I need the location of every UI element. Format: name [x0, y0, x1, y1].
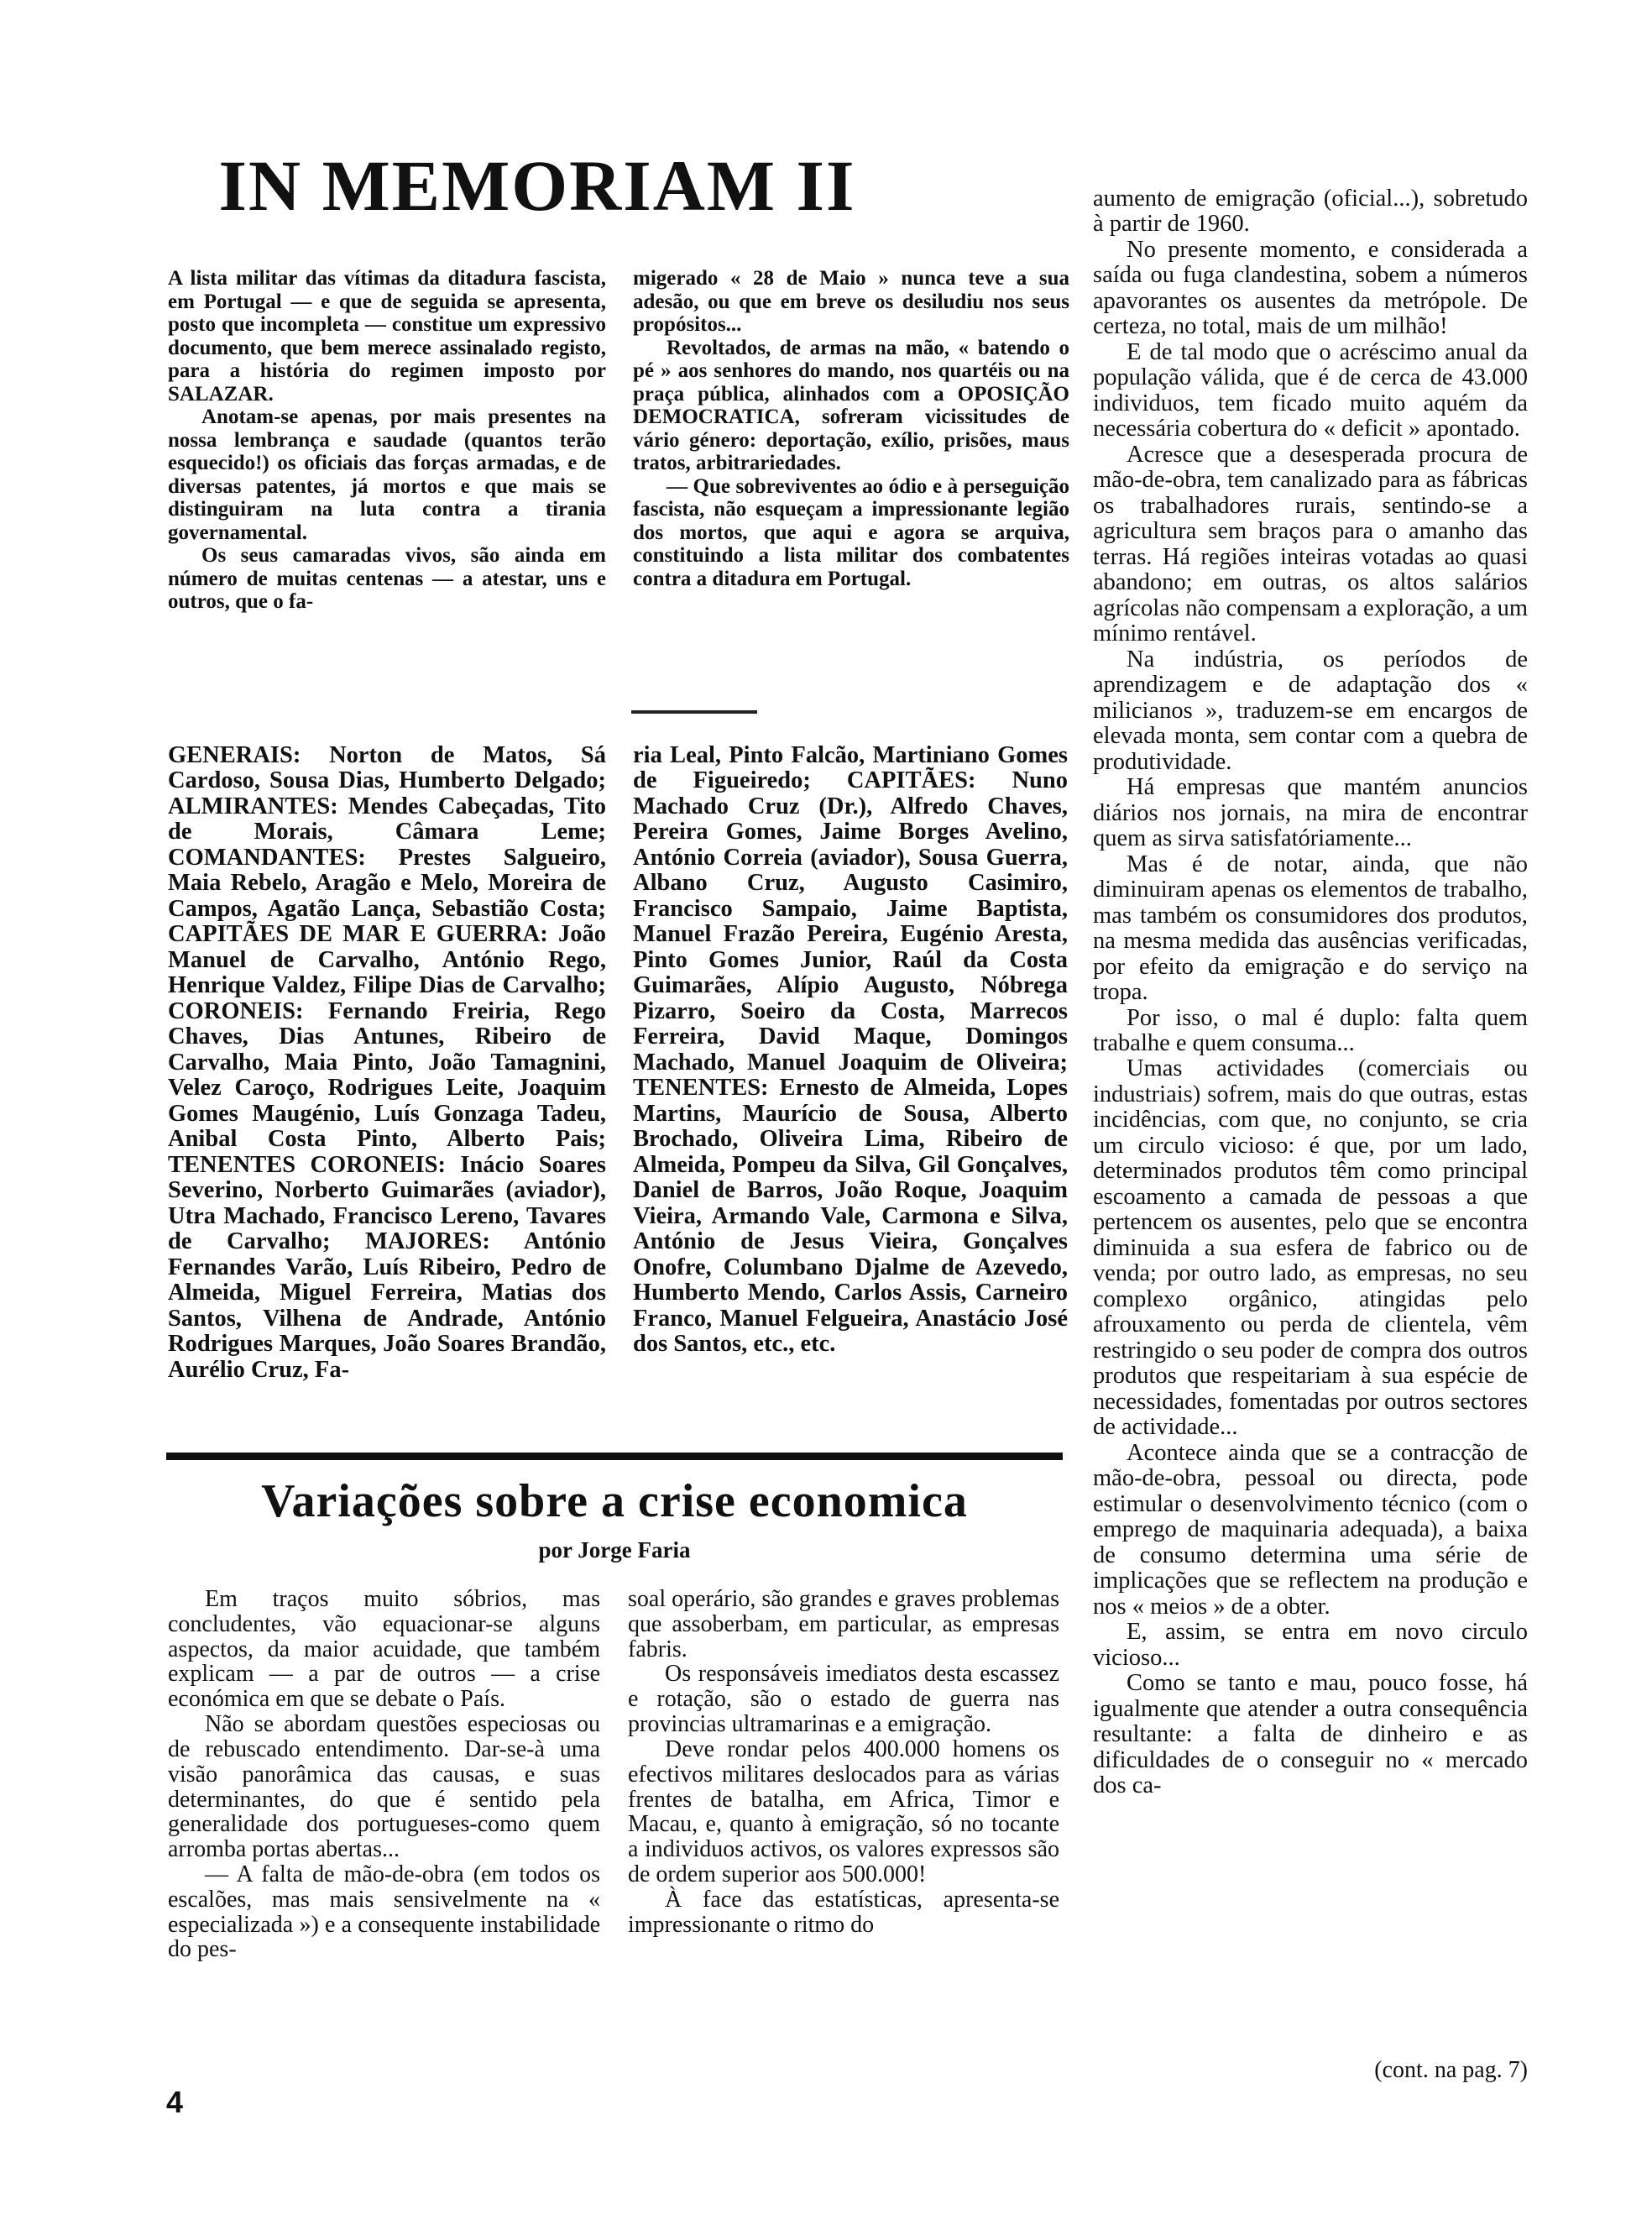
- article2-column-1: [168, 1587, 600, 1962]
- body-paragraph: soal operário, são grandes e graves problemas que assoberbam, em particular, as empresas fabris.: [628, 1586, 1059, 1662]
- continued-note: (cont. na pag. 7): [1374, 2057, 1528, 2083]
- intro-paragraph: Revoltados, de armas na mão, « batendo o pé » aos senhores do mando, nos quartéis ou na praça pública, alinhados com a OPOSIÇÃO DEMOCRATICA, sofreram vicissitudes de vário género: deportação, exílio, prisões, maus tratos, arbitrariedades.: [633, 336, 1069, 474]
- body-paragraph: Como se tanto e mau, pouco fosse, há igualmente que atender a outra consequência resultante: a falta de dinheiro e as dificuldades de o conseguir no « mercado dos ca-: [1093, 1670, 1528, 1799]
- article2-column-3: [1093, 186, 1528, 1799]
- article-byline: por Jorge Faria: [538, 1537, 691, 1563]
- body-paragraph: Em traços muito sóbrios, mas concludentes, vão equacionar-se alguns aspectos, da maior acuidade, que também explicam — a par de outros — a crise económica em que se debate o País.: [168, 1586, 600, 1713]
- body-paragraph: Acontece ainda que se a contracção de mão-de-obra, pessoal ou directa, pode estimular o desenvolvimento técnico (com o emprego de maquinaria adequada), a baixa de consumo determina uma série de implicações que se reflectem na produção e nos « meios » de a obter.: [1093, 1439, 1528, 1620]
- body-paragraph: Os responsáveis imediatos desta escassez e rotação, são o estado de guerra nas provincias ultramarinas e a emigração.: [628, 1661, 1059, 1738]
- article-title-in-memoriam: IN MEMORIAM II: [218, 145, 856, 226]
- divider-rule: [631, 710, 757, 714]
- military-list-text: GENERAIS: Norton de Matos, Sá Cardoso, Sousa Dias, Humberto Delgado; ALMIRANTES: Mendes Cabeçadas, Tito de Morais, Câmara Leme; COMANDANTES: Prestes Salgueiro, Maia Rebelo, Aragão e Melo, Moreira de Campos, Agatão Lança, Sebastião Costa; CAPITÃES DE MAR E GUERRA: João Manuel de Carvalho, António Rego, Henrique Valdez, Filipe Dias de Carvalho; CORONEIS: Fernando Freiria, Rego Chaves, Dias Antunes, Ribeiro de Carvalho, Maia Pinto, João Tamagnini, Velez Caroço, Rodrigues Leite, Joaquim Gomes Maugénio, Luís Gonzaga Tadeu, Anibal Costa Pinto, Alberto Pais; TENENTES CORONEIS: Inácio Soares Severino, Norberto Guimarães (aviador), Utra Machado, Francisco Lereno, Tavares de Carvalho; MAJORES: António Fernandes Varão, Luís Ribeiro, Pedro de Almeida, Miguel Ferreira, Matias dos Santos, Vilhena de Andrade, António Rodrigues Marques, João Soares Brandão, Aurélio Cruz, Fa-: [168, 742, 606, 1383]
- body-paragraph: Umas actividades (comerciais ou industriais) sofrem, mais do que outras, estas incidências, com que, no conjunto, se cria um circulo vicioso: é que, por um lado, determinados produtos têm como principal escoamento a camada de pessoas a que pertencem os ausentes, pelo que se encontra diminuida a sua esfera de fabrico ou de venda; por outro lado, as empresas, no seu complexo orgânico, atingidas pelo afrouxamento ou perda de clientela, vêm restringido o seu poder de compra dos outros produtos que respeitariam à sua espécie de necessidades, fomentadas por outros sectores de actividade...: [1093, 1055, 1528, 1441]
- intro-column-2: [633, 267, 1069, 590]
- body-paragraph: Na indústria, os períodos de aprendizagem e de adaptação dos « milicianos », traduzem-se em encargos de elevada monta, sem contar com a quebra de produtividade.: [1093, 646, 1528, 775]
- intro-paragraph: migerado « 28 de Maio » nunca teve a sua adesão, ou que em breve os desiludiu nos seus propósitos...: [633, 267, 1069, 336]
- body-paragraph: E de tal modo que o acréscimo anual da população válida, que é de cerca de 43.000 individuos, tem ficado muito aquém da necessária cobertura do « deficit » apontado.: [1093, 338, 1528, 442]
- intro-column-1: [168, 267, 606, 614]
- body-paragraph: aumento de emigração (oficial...), sobretudo à partir de 1960.: [1093, 186, 1528, 238]
- page-number: 4: [166, 2085, 184, 2119]
- body-paragraph: À face das estatísticas, apresenta-se impressionante o ritmo do: [628, 1886, 1059, 1938]
- body-paragraph: Deve rondar pelos 400.000 homens os efectivos militares deslocados para as várias frentes de batalha, em Africa, Timor e Macau, e, quanto à emigração, só no tocante a individuos activos, os valores expressos são de ordem superior aos 500.000!: [628, 1735, 1059, 1887]
- body-paragraph: E, assim, se entra em novo circulo vicioso...: [1093, 1619, 1528, 1671]
- body-paragraph: Por isso, o mal é duplo: falta quem trabalhe e quem consuma...: [1093, 1004, 1528, 1056]
- body-paragraph: — A falta de mão-de-obra (em todos os escalões, mas mais sensivelmente na « especializada ») e a consequente instabilidade do pes-: [168, 1861, 600, 1963]
- article-title-crise-economica: Variações sobre a crise economicа: [261, 1475, 968, 1527]
- intro-paragraph: Os seus camaradas vivos, são ainda em número de muitas centenas — a atestar, uns e outros, que o fa-: [168, 544, 606, 613]
- intro-paragraph: Anotam-se apenas, por mais presentes na nossa lembrança e saudade (quantos terão esquecido!) os oficiais das forças armadas, e de diversas patentes, já mortos e que mais se distinguiram na luta contra a tirania governamental.: [168, 406, 606, 544]
- body-paragraph: No presente momento, e considerada a saída ou fuga clandestina, sobem a números apavorantes os ausentes da metrópole. De certeza, no total, mais de um milhão!: [1093, 236, 1528, 340]
- intro-paragraph: — Que sobreviventes ao ódio e à perseguição fascista, não esqueçam a impressionante legião dos mortos, que aqui e agora se arquiva, constituindo a lista militar dos combatentes contra a ditadura em Portugal.: [633, 474, 1069, 590]
- section-divider-rule: [166, 1453, 1063, 1460]
- article2-column-2: [628, 1587, 1059, 1937]
- military-list-text: ria Leal, Pinto Falcão, Martiniano Gomes de Figueiredo; CAPITÃES: Nuno Machado Cruz (Dr.), Alfredo Chaves, Pereira Gomes, Jaime Borges Avelino, António Correia (aviador), Sousa Guerra, Albano Cruz, Augusto Casimiro, Francisco Sampaio, Jaime Baptista, Manuel Frazão Pereira, Eugénio Aresta, Pinto Gomes Junior, Raúl da Costa Guimarães, Alípio Augusto, Nóbrega Pizarro, Soeiro da Costa, Marrecos Ferreira, David Maque, Domingos Machado, Manuel Joaquim de Oliveira; TENENTES: Ernesto de Almeida, Lopes Martins, Maurício de Sousa, Alberto Brochado, Oliveira Lima, Ribeiro de Almeida, Pompeu da Silva, Gil Gonçalves, Daniel de Barros, João Roque, Joaquim Vieira, Armando Vale, Carmona e Silva, António de Jesus Vieira, Gonçalves Onofre, Columbano Djalme de Azevedo, Humberto Mendo, Carlos Assis, Carneiro Franco, Manuel Felgueira, Anastácio José dos Santos, etc., etc.: [633, 742, 1068, 1358]
- body-paragraph: Acresce que a desesperada procura de mão-de-obra, tem canalizado para as fábricas os trabalhadores rurais, sentindo-se a agricultura sem braços para o amanho das terras. Há regiões inteiras votadas ao quasi abandono; em outras, os altos salários agrícolas não compensam a exploração, a um mínimo rentável.: [1093, 441, 1528, 647]
- military-list-column-1: [168, 743, 606, 1383]
- intro-paragraph: A lista militar das vítimas da ditadura fascista, em Portugal — e que de seguida se apresenta, posto que incompleta — constitue um expressivo documento, que bem merece assinalado registo, para a história do regimen imposto por SALAZAR.: [168, 267, 606, 406]
- body-paragraph: Não se abordam questões especiosas ou de rebuscado entendimento. Dar-se-à uma visão panorâmica das causas, e suas determinantes, do que é sentido pela generalidade dos portugueses-como quem arromba portas abertas...: [168, 1711, 600, 1863]
- body-paragraph: Mas é de notar, ainda, que não diminuiram apenas os elementos de trabalho, mas também os consumidores dos produtos, na mesma medida das ausências verificadas, por efeito da emigração e do serviço na tropa.: [1093, 851, 1528, 1006]
- military-list-column-2: [633, 743, 1068, 1358]
- body-paragraph: Há empresas que mantém anuncios diários nos jornais, na mira de encontrar quem as sirva satisfatóriamente...: [1093, 774, 1528, 852]
